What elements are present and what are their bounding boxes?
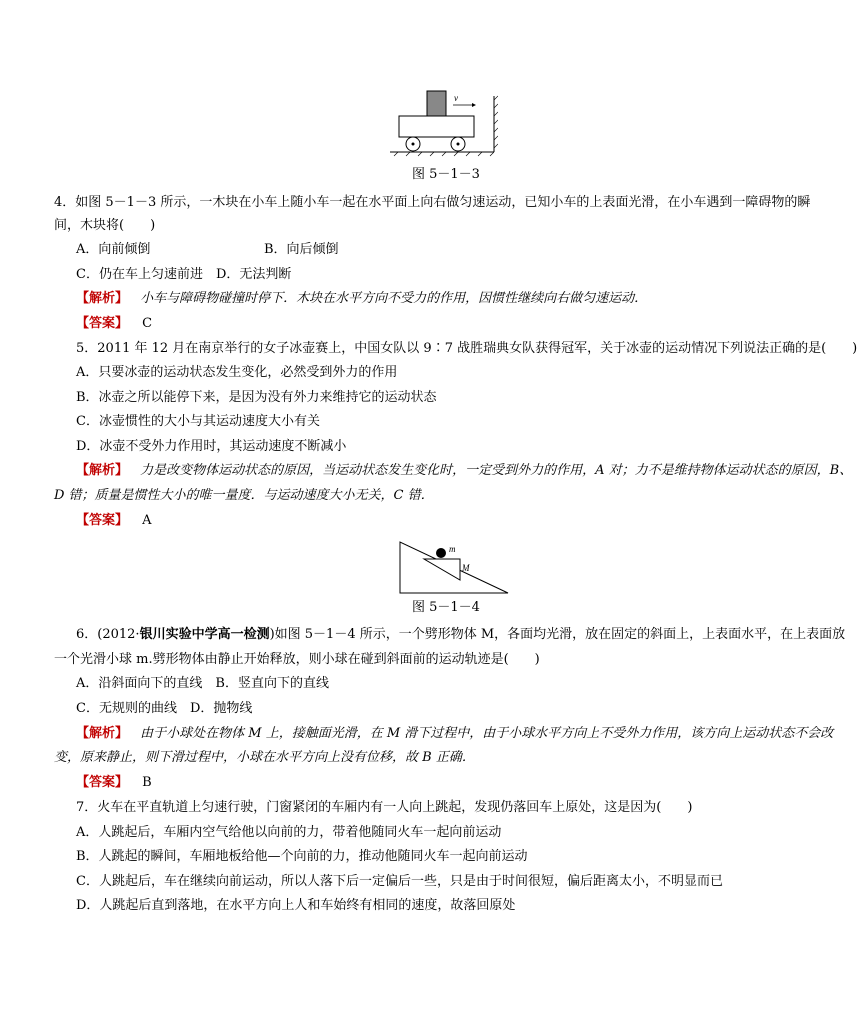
q7-stem: 7．火车在平直轨道上匀速行驶，门窗紧闭的车厢内有一人向上跳起，发现仍落回车上原处，这是因为( ) [76, 800, 693, 815]
label-M: M [462, 563, 470, 573]
q5-option-b: B．冰壶之所以能停下来，是因为没有外力来维持它的运动状态 [76, 390, 437, 405]
q6-option-cd: C．无规则的曲线 D．抛物线 [76, 701, 253, 716]
q5-option-d: D．冰壶不受外力作用时，其运动速度不断减小 [76, 439, 347, 454]
q5-analysis-text-1: 力是改变物体运动状态的原因，当运动状态发生变化时，一定受到外力的作用，A 对；力不是维持物体运动状态的原因，B、 [140, 463, 853, 478]
q4-stem-line1: 4．如图 5－1－3 所示，一木块在小车上随小车一起在水平面上向右做匀速运动，已知小车的上表面光滑，在小车遇到一障碍物的瞬 [54, 195, 811, 210]
q4-answer-tag: 【答案】 [76, 316, 129, 331]
q6-stem-rest: )如图 5－1－4 所示，一个劈形物体 M，各面均光滑，放在固定的斜面上，上表面水平，在上表面放 [269, 627, 846, 642]
q5-stem: 5．2011 年 12 月在南京举行的女子冰壶赛上，中国女队以 9∶7 战胜瑞典女队获得冠军，关于冰壶的运动情况下列说法正确的是( ) [76, 341, 858, 356]
q6-stem-line2: 一个光滑小球 m.劈形物体由静止开始释放，则小球在碰到斜面前的运动轨迹是( ) [54, 652, 540, 667]
q5-analysis-tag: 【解析】 [76, 463, 129, 478]
q7-option-c: C．人跳起后，车在继续向前运动，所以人落下后一定偏后一些，只是由于时间很短，偏后距离太小，不明显而已 [76, 874, 723, 889]
figure-cart-block [388, 88, 498, 160]
q6-stem-line1 [76, 626, 846, 644]
figure-wedge-incline [398, 538, 512, 596]
q6-answer-value: B [142, 775, 152, 790]
velocity-label: v [454, 93, 458, 103]
q5-answer [76, 512, 836, 530]
q4-option-cd: C．仍在车上匀速前进 D．无法判断 [76, 267, 292, 282]
q7-option-b: B．人跳起的瞬间，车厢地板给他—个向前的力，推动他随同火车一起向前运动 [76, 849, 528, 864]
q4-stem-line2: 间，木块将( ) [54, 218, 156, 233]
label-m: m [449, 544, 456, 554]
figure2-caption: 图 5－1－4 [412, 600, 480, 615]
q5-answer-value: A [142, 513, 152, 528]
wood-block [427, 91, 446, 116]
q4-option-a [76, 241, 836, 259]
q4-answer-value: C [142, 316, 153, 331]
ball-m [436, 548, 446, 558]
q6-answer-tag: 【答案】 [76, 775, 129, 790]
q5-analysis-line1 [76, 462, 853, 480]
q4-option-a-text: A．向前倾倒 [76, 242, 151, 257]
q7-option-d: D．人跳起后直到落地，在水平方向上人和车始终有相同的速度，故落回原处 [76, 898, 516, 913]
q6-analysis-line2: 变，原来静止，则下滑过程中，小球在水平方向上没有位移，故 B 正确． [54, 750, 475, 765]
q6-answer [76, 774, 836, 792]
q6-option-ab: A．沿斜面向下的直线 B．竖直向下的直线 [76, 676, 329, 691]
q5-analysis-line2: D 错；质量是惯性大小的唯一量度．与运动速度大小无关，C 错． [54, 488, 434, 503]
q6-source: 银川实验中学高一检测 [139, 627, 270, 642]
q4-analysis [76, 290, 836, 308]
q4-option-b-text: B．向后倾倒 [264, 242, 339, 257]
q4-analysis-tag: 【解析】 [76, 291, 129, 306]
q4-answer [76, 315, 836, 333]
cart-body [399, 116, 474, 137]
q5-option-a: A．只要冰壶的运动状态发生变化，必然受到外力的作用 [76, 365, 398, 380]
q6-analysis-line1 [76, 725, 836, 743]
q6-analysis-text-1: 由于小球处在物体 M 上，接触面光滑，在 M 滑下过程中，由于小球水平方向上不受外力作用，该方向上运动状态不会改 [140, 726, 834, 741]
figure1-caption: 图 5－1－3 [412, 167, 480, 182]
q5-option-c: C．冰壶惯性的大小与其运动速度大小有关 [76, 414, 320, 429]
q6-stem-prefix: 6．(2012· [76, 627, 140, 642]
q6-analysis-tag: 【解析】 [76, 726, 129, 741]
q7-option-a: A．人跳起后，车厢内空气给他以向前的力，带着他随同火车一起向前运动 [76, 825, 502, 840]
q4-analysis-text: 小车与障碍物碰撞时停下．木块在水平方向不受力的作用，因惯性继续向右做匀速运动． [140, 291, 648, 306]
q5-answer-tag: 【答案】 [76, 513, 129, 528]
